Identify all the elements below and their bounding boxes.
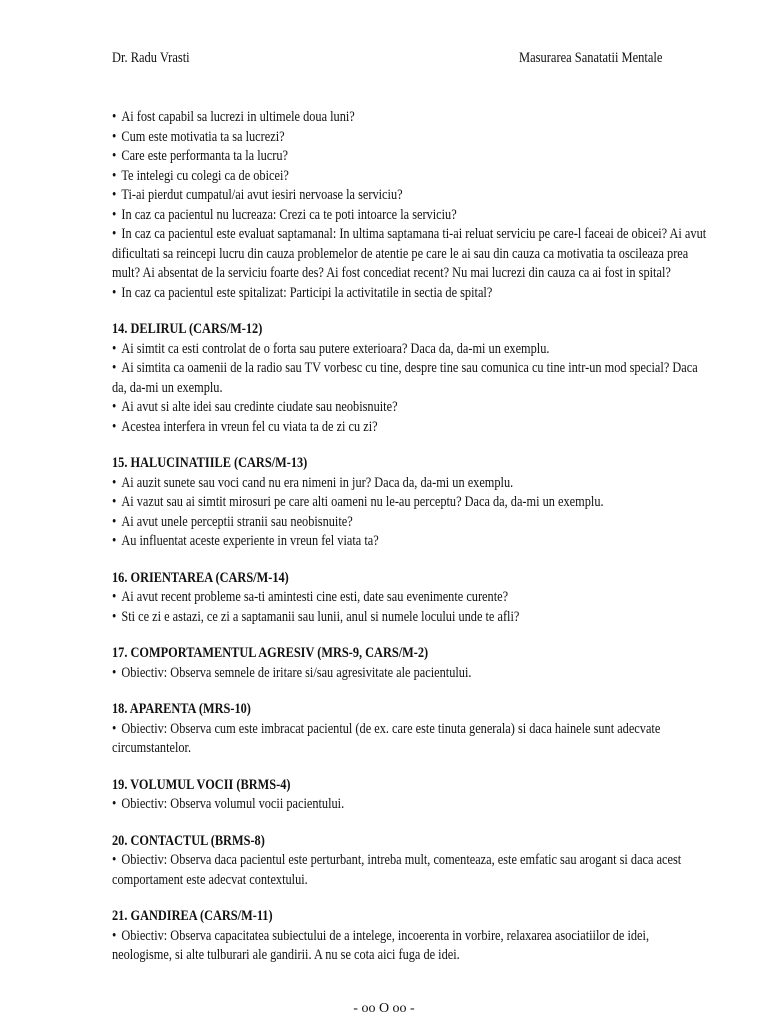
bullet-dot: • (112, 167, 117, 184)
sections-container (112, 320, 707, 966)
header-title: Masurarea Sanatatii Mentale (519, 50, 663, 66)
section-bullet-item (112, 359, 707, 398)
bullet-dot: • (112, 128, 117, 145)
bullet-dot: • (112, 284, 117, 301)
bullet-dot: • (112, 927, 117, 944)
bullet-dot: • (112, 226, 117, 242)
bullet-dot: • (112, 513, 117, 530)
bullet-dot: • (112, 109, 117, 125)
bullet-text: Sti ce zi e astazi, ce zi a saptamanii sau lunii, anul si numele locului unde te afli? (121, 608, 520, 625)
bullet-text: Au influentat aceste experiente in vreun fel viata ta? (121, 533, 379, 549)
bullet-dot: • (112, 187, 117, 203)
bullet-dot: • (112, 720, 117, 737)
section-bullet-item (112, 493, 707, 513)
section-bullet-item (112, 340, 707, 360)
bullet-dot: • (112, 608, 117, 625)
section-bullet-item (112, 927, 707, 966)
bullet-dot: • (112, 340, 117, 357)
document-body (112, 108, 707, 966)
bullet-text: In caz ca pacientul este spitalizat: Participi la activitatile in sectia de spital? (121, 284, 493, 301)
bullet-text: Ai auzit sunete sau voci cand nu era nimeni in jur? Daca da, da-mi un exemplu. (121, 474, 514, 491)
section-bullet-item (112, 608, 707, 628)
section-title: 21. GANDIREA (CARS/M-11) (112, 908, 273, 924)
intro-bullet-item (112, 284, 707, 304)
bullet-text: Te intelegi cu colegi ca de obicei? (121, 167, 289, 184)
section-bullet-item (112, 795, 707, 815)
section-title: 17. COMPORTAMENTUL AGRESIV (MRS-9, CARS/M-2) (112, 645, 429, 661)
bullet-dot: • (112, 418, 117, 435)
section-bullet-item (112, 720, 707, 759)
section-title: 16. ORIENTAREA (CARS/M-14) (112, 569, 289, 586)
page-header (112, 50, 662, 67)
bullet-text: Ai simtit ca esti controlat de o forta sau putere exterioara? Daca da, da-mi un exemplu. (121, 340, 550, 357)
section (112, 569, 707, 628)
bullet-dot: • (112, 360, 117, 376)
bullet-dot: • (112, 206, 117, 223)
bullet-text: Obiectiv: Observa daca pacientul este perturbant, intreba mult, comenteaza, este emfatic sau arogant si daca acest comportament este adecvat contextului. (112, 852, 682, 888)
section-bullet-item (112, 513, 707, 533)
header-author: Dr. Radu Vrasti (112, 50, 190, 66)
bullet-text: Ai simtita ca oamenii de la radio sau TV vorbesc cu tine, despre tine sau comunica cu tine intr-un mod special? Daca da, da-mi un exemplu. (112, 360, 698, 396)
bullet-text: Care este performanta ta la lucru? (121, 148, 289, 164)
section-bullet-item (112, 851, 707, 890)
section (112, 644, 707, 683)
bullet-dot: • (112, 664, 117, 681)
intro-bullet-item (112, 225, 707, 284)
intro-bullet-item (112, 206, 707, 226)
bullet-text: Ai avut si alte idei sau credinte ciudate sau neobisnuite? (121, 399, 398, 415)
section (112, 700, 707, 759)
section-title: 15. HALUCINATIILE (CARS/M-13) (112, 455, 308, 471)
bullet-dot: • (112, 589, 117, 605)
section-title: 19. VOLUMUL VOCII (BRMS-4) (112, 776, 291, 793)
bullet-text: Ai avut unele perceptii stranii sau neobisnuite? (121, 513, 353, 530)
bullet-dot: • (112, 796, 117, 812)
intro-bullet-item (112, 186, 707, 206)
section-title: 20. CONTACTUL (BRMS-8) (112, 832, 265, 849)
bullet-dot: • (112, 474, 117, 491)
page-footer: - oo O oo - (353, 1001, 415, 1016)
section (112, 320, 707, 437)
section (112, 907, 707, 966)
intro-bullet-item (112, 128, 707, 148)
section-bullet-item (112, 664, 707, 684)
bullet-text: Ai vazut sau ai simtit mirosuri pe care alti oameni nu le-au perceptu? Daca da, da-mi un exemplu. (121, 494, 604, 510)
intro-bullet-item (112, 108, 707, 128)
bullet-text: In caz ca pacientul este evaluat saptamanal: In ultima saptamana ti-ai reluat serviciu pe care-l faceai de obicei? Ai avut dificultati sa reincepi lucru din cauza problemelor de atentie pe care le ai sau din cauza ca motivatia ta oscileaza prea mult? Ai absentat de la serviciu foarte des? Ai fost concediat recent? Nu mai lucrezi din cauza ca ai fost in spital? (112, 226, 707, 281)
bullet-dot: • (112, 494, 117, 510)
section-bullet-item (112, 474, 707, 494)
bullet-text: Obiectiv: Observa cum este imbracat pacientul (de ex. care este tinuta generala) si daca hainele sunt adecvate circumstantelor. (112, 720, 661, 756)
intro-bullet-item (112, 147, 707, 167)
bullet-dot: • (112, 533, 117, 549)
bullet-dot: • (112, 399, 117, 415)
bullet-text: Ai avut recent probleme sa-ti amintesti cine esti, date sau evenimente curente? (121, 589, 509, 605)
bullet-text: Acestea interfera in vreun fel cu viata ta de zi cu zi? (121, 418, 378, 435)
section-title: 14. DELIRUL (CARS/M-12) (112, 321, 263, 337)
intro-bullet-item (112, 167, 707, 187)
bullet-dot: • (112, 852, 117, 868)
section-bullet-item (112, 398, 707, 418)
bullet-text: Obiectiv: Observa volumul vocii pacientului. (121, 796, 345, 812)
section-bullet-item (112, 532, 707, 552)
section-bullet-item (112, 418, 707, 438)
bullet-text: Cum este motivatia ta sa lucrezi? (121, 128, 285, 145)
section (112, 454, 707, 552)
section-bullet-item (112, 588, 707, 608)
section-title: 18. APARENTA (MRS-10) (112, 701, 251, 717)
bullet-text: Ai fost capabil sa lucrezi in ultimele doua luni? (121, 109, 355, 125)
intro-bullet-list (112, 108, 707, 303)
bullet-text: Obiectiv: Observa capacitatea subiectului de a intelege, incoerenta in vorbire, relaxarea asociatiilor de idei, neologisme, si alte tulburari ale gandirii. A nu se cota aici fuga de idei. (112, 927, 650, 963)
section (112, 776, 707, 815)
bullet-text: Ti-ai pierdut cumpatul/ai avut iesiri nervoase la serviciu? (121, 187, 403, 203)
bullet-dot: • (112, 148, 117, 164)
bullet-text: In caz ca pacientul nu lucreaza: Crezi ca te poti intoarce la serviciu? (121, 206, 457, 223)
section (112, 832, 707, 891)
bullet-text: Obiectiv: Observa semnele de iritare si/sau agresivitate ale pacientului. (121, 664, 472, 681)
